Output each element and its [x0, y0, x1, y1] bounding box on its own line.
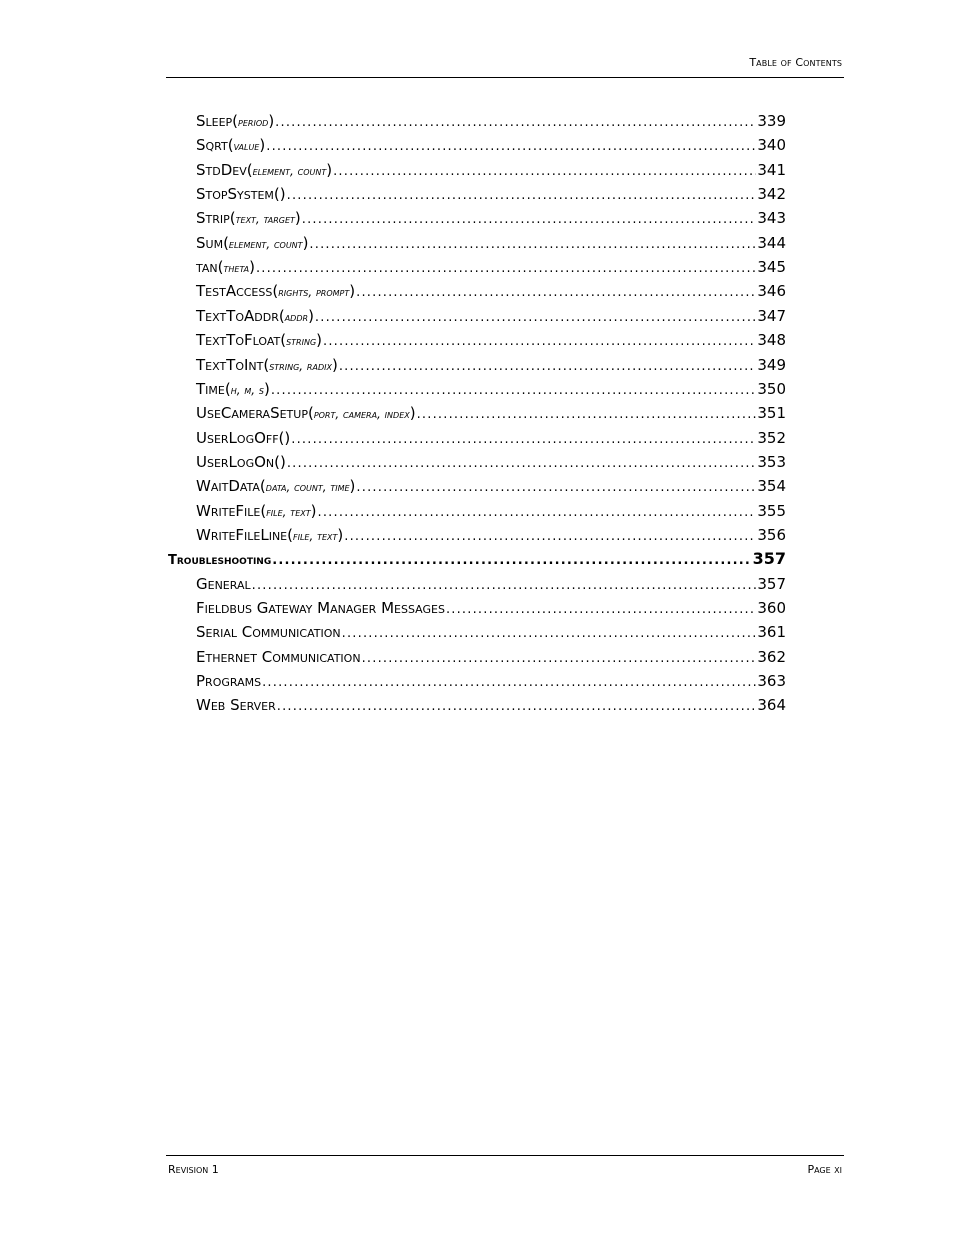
toc-entry-title	[196, 305, 314, 328]
toc-entry-title	[196, 597, 445, 620]
toc-page-number: 355	[757, 501, 786, 520]
toc-entry-title	[196, 475, 355, 498]
toc-entry-title	[196, 427, 290, 450]
toc-entry-close-paren: )	[337, 525, 344, 544]
toc-page-number: 348	[757, 331, 786, 350]
toc-page-number: 364	[757, 696, 786, 715]
dot-leader	[339, 356, 757, 378]
toc-entry-args: element, count	[252, 163, 327, 178]
toc-page-number: 343	[757, 209, 786, 228]
toc-entry-close-paren: )	[316, 331, 323, 350]
toc-entry-close-paren: )	[409, 404, 416, 423]
toc-entry-name: UserLogOn()	[196, 452, 286, 471]
toc-entry-close-paren: )	[310, 501, 317, 520]
toc-entry-title	[196, 524, 343, 547]
dot-leader	[262, 672, 756, 694]
toc-entry[interactable]	[196, 354, 786, 376]
toc-entry-title	[196, 500, 316, 523]
toc-entry-name: StopSystem()	[196, 185, 286, 204]
toc-entry-name: StdDev(	[196, 160, 253, 179]
dot-leader	[275, 112, 756, 134]
toc-entry-title	[168, 549, 271, 572]
toc-page-number: 357	[757, 574, 786, 593]
toc-entry[interactable]	[196, 256, 786, 278]
toc-entry-title	[196, 110, 274, 133]
toc-entry[interactable]	[196, 646, 786, 668]
toc-entry[interactable]	[196, 451, 786, 473]
dot-leader	[317, 502, 756, 524]
toc-entry-args: theta	[223, 261, 250, 276]
dot-leader	[287, 453, 757, 475]
toc-entry-name: WriteFile(	[196, 501, 267, 520]
toc-entry-name: TestAccess(	[196, 282, 279, 301]
toc-entry-name: Time(	[196, 379, 231, 398]
toc-entry[interactable]	[196, 475, 786, 497]
page-footer	[166, 1155, 844, 1176]
toc-entry-title	[196, 646, 361, 669]
dot-leader	[271, 380, 757, 402]
toc-entry-title	[196, 451, 286, 474]
toc-entry-title	[196, 134, 265, 157]
toc-entry-args: string, radix	[269, 358, 332, 373]
toc-entry[interactable]	[196, 524, 786, 546]
toc-entry-title	[196, 183, 286, 206]
toc-entry-title	[196, 329, 322, 352]
dot-leader	[302, 209, 757, 231]
toc-page-number: 354	[757, 477, 786, 496]
toc-entry-name: Strip(	[196, 209, 236, 228]
toc-page-number: 349	[757, 355, 786, 374]
dot-leader	[344, 526, 756, 548]
toc-entry-args: port, camera, index	[313, 407, 410, 422]
toc-entry-name: General	[196, 574, 251, 593]
toc-entry-args: file, text	[292, 528, 338, 543]
toc-entry[interactable]	[196, 597, 786, 619]
dot-leader	[323, 331, 756, 353]
dot-leader	[446, 599, 756, 621]
toc-entry-close-paren: )	[331, 355, 338, 374]
toc-entry[interactable]	[196, 207, 786, 229]
dot-leader	[362, 648, 757, 670]
toc-page-number: 340	[757, 136, 786, 155]
toc-entry[interactable]	[196, 110, 786, 132]
toc-entry-name: Sum(	[196, 233, 229, 252]
toc-page-number: 347	[757, 306, 786, 325]
toc-entry-close-paren: )	[308, 306, 314, 325]
toc-entry-name: Web Server	[196, 696, 276, 715]
toc-page-number: 351	[757, 404, 786, 423]
toc-entry-args: file, text	[266, 504, 311, 519]
toc-entry-close-paren: )	[302, 233, 309, 252]
toc-entry-name: Troubleshooting	[168, 553, 272, 569]
toc-entry[interactable]	[196, 427, 786, 449]
toc-entry-title	[196, 354, 338, 377]
toc-entry[interactable]	[196, 134, 786, 156]
toc-page-number: 360	[757, 599, 786, 617]
toc-entry[interactable]	[196, 232, 786, 254]
toc-page-number: 345	[757, 258, 786, 277]
dot-leader	[277, 696, 757, 718]
toc-page-number: 339	[757, 112, 786, 130]
toc-entry-close-paren: )	[294, 209, 301, 228]
toc-page-number: 362	[757, 647, 786, 666]
toc-entry-name: Ethernet Communication	[196, 647, 361, 666]
toc-entry-title	[196, 573, 251, 596]
toc-entry[interactable]	[196, 329, 786, 351]
toc-entry[interactable]	[196, 183, 786, 205]
dot-leader	[417, 404, 757, 426]
toc-entry-args: text, target	[235, 212, 295, 227]
dot-leader	[266, 136, 756, 158]
toc-entry-title	[196, 207, 301, 230]
dot-leader	[356, 477, 756, 499]
toc-page-number: 353	[757, 452, 786, 471]
dot-leader	[252, 575, 757, 597]
dot-leader	[342, 623, 757, 645]
toc-entry[interactable]	[196, 621, 786, 643]
toc-entry[interactable]	[196, 573, 786, 595]
toc-entry-args: data, count, time	[265, 480, 350, 495]
toc-entry-name: WriteFileLine(	[196, 525, 293, 544]
toc-entry-name: Fieldbus Gateway Manager Messages	[196, 599, 445, 617]
toc-entry-title	[196, 378, 270, 401]
toc-page-number: 350	[757, 379, 786, 398]
toc-section-entry[interactable]	[168, 548, 786, 570]
toc-entry-name: TextToInt(	[196, 355, 270, 374]
toc-entry[interactable]	[196, 694, 786, 716]
toc-entry-args: h, m, s	[230, 382, 264, 397]
toc-entry-name: Programs	[196, 672, 262, 691]
toc-entry-title	[196, 694, 276, 717]
footer-page-number: Page xi	[807, 1163, 842, 1176]
toc-entry-name: WaitData(	[196, 477, 266, 496]
toc-entry-close-paren: )	[326, 160, 333, 179]
toc-page-number: 352	[757, 428, 786, 447]
toc-entry-title	[196, 402, 416, 425]
dot-leader	[287, 185, 757, 207]
dot-leader	[315, 307, 756, 329]
toc-entry-args: value	[233, 139, 260, 154]
toc-entry-args: string	[286, 334, 317, 349]
toc-entry-close-paren: )	[263, 379, 270, 398]
toc-entry-args: rights, prompt	[278, 285, 350, 300]
toc-entry-title	[196, 232, 308, 255]
toc-entry-name: Sqrt(	[196, 136, 234, 155]
toc-entry-title	[196, 670, 261, 693]
toc-entry-args: period	[238, 115, 269, 129]
toc-entry-close-paren: )	[249, 258, 255, 277]
toc-entry[interactable]	[196, 378, 786, 400]
dot-leader	[356, 282, 756, 304]
toc-entry-name: tan(	[196, 258, 224, 277]
toc-page-number: 346	[757, 282, 786, 301]
toc-entry-args: addr	[284, 309, 309, 324]
toc-entry-title	[196, 280, 355, 303]
toc-entry[interactable]	[196, 305, 786, 327]
toc-entry-close-paren: )	[259, 136, 266, 155]
toc-page-number: 344	[757, 233, 786, 252]
dot-leader	[272, 550, 751, 572]
toc-entry-name: Serial Communication	[196, 623, 341, 642]
toc-entry-name: Sleep(	[196, 112, 239, 130]
toc-page-number: 357	[752, 549, 786, 569]
toc-entry-close-paren: )	[268, 112, 275, 130]
toc-entry-close-paren: )	[349, 477, 356, 496]
toc-entry-title	[196, 256, 255, 279]
toc-entry-close-paren: )	[349, 282, 356, 301]
footer-revision: Revision 1	[168, 1163, 219, 1176]
toc-page-number: 341	[757, 160, 786, 179]
header-title: Table of Contents	[749, 56, 842, 69]
toc-entry[interactable]	[196, 500, 786, 522]
toc-page-number: 356	[757, 525, 786, 544]
toc-entry-name: TextToFloat(	[196, 331, 287, 350]
toc-entry-title	[196, 621, 341, 644]
toc-entry[interactable]	[196, 280, 786, 302]
dot-leader	[333, 161, 756, 183]
dot-leader	[291, 429, 756, 451]
toc-entry-title	[196, 159, 332, 182]
toc-page-number: 361	[757, 623, 786, 642]
toc-entry-name: UseCameraSetup(	[196, 404, 314, 423]
dot-leader	[309, 234, 756, 256]
toc-entry[interactable]	[196, 670, 786, 692]
toc-entry-args: element, count	[228, 236, 303, 251]
toc-page-number: 342	[757, 185, 786, 204]
toc-entry[interactable]	[196, 159, 786, 181]
dot-leader	[256, 258, 756, 280]
toc-page-number: 363	[757, 672, 786, 691]
toc-entry-name: UserLogOff()	[196, 428, 291, 447]
toc-entry-name: TextToAddr(	[196, 306, 285, 325]
toc-entry[interactable]	[196, 402, 786, 424]
page-header	[166, 55, 844, 78]
